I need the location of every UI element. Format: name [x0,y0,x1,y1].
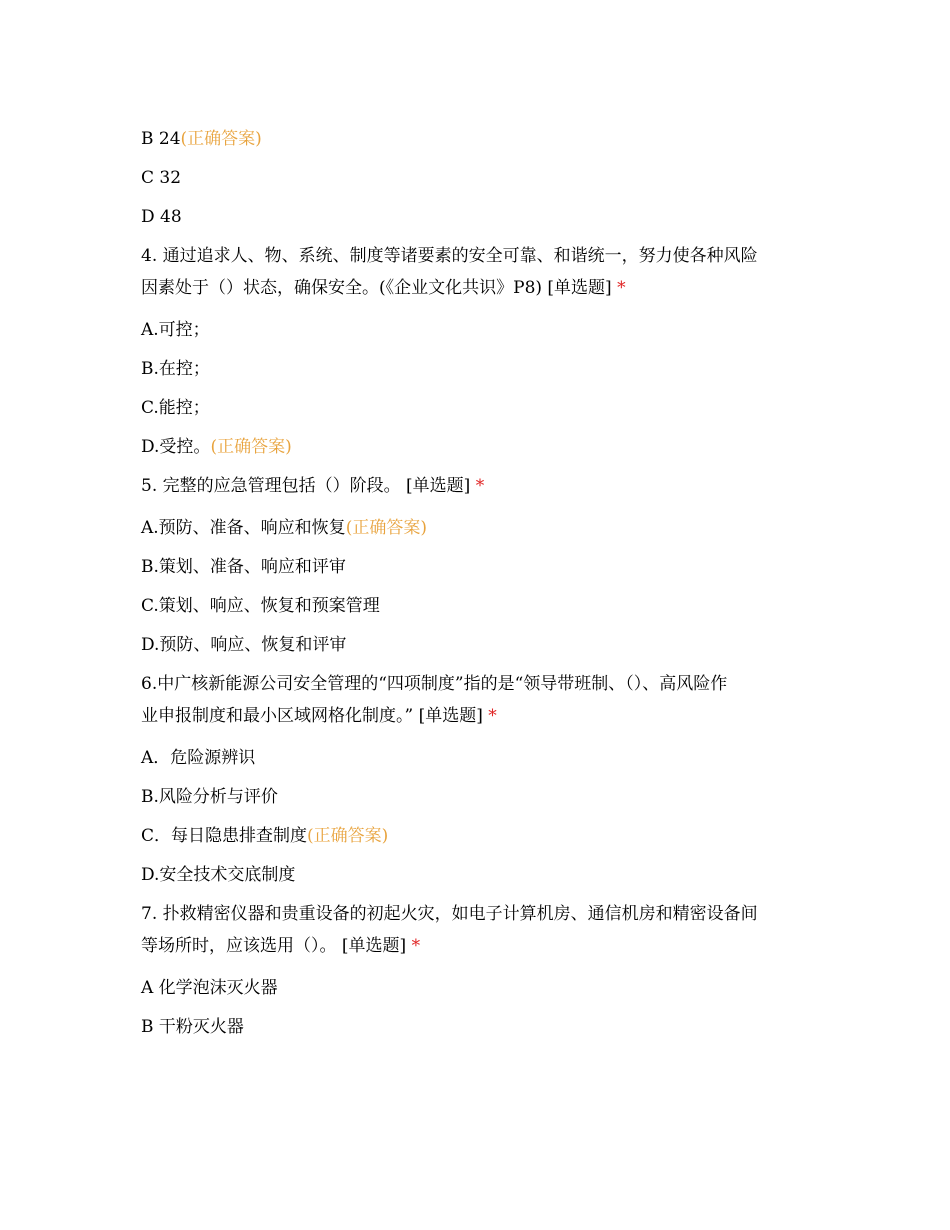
question-text-line: 5. 完整的应急管理包括（）阶段。 [单选题] * [141,476,485,496]
correct-answer-mark: (正确答案) [307,826,389,846]
question-text-line: 4. 通过追求人、物、系统、制度等诸要素的安全可靠、和谐统一，努力使各种风险 [141,246,758,266]
option-line [141,548,821,587]
option-line [141,739,821,778]
option-line [141,389,821,428]
option-text: B 干粉灭火器 [141,1017,244,1037]
option-text: B 24 [141,129,181,149]
option-text: D.受控。 [141,437,211,457]
question-text-line: 因素处于（）状态，确保安全。(《企业文化共识》P8) [单选题] * [141,278,626,298]
option-text: C 32 [141,168,182,188]
required-mark: * [617,278,626,298]
option-text: C.能控； [141,398,210,418]
option-line [141,626,821,665]
correct-answer-mark: (正确答案) [180,129,262,149]
question-text-line: 等场所时，应该选用（）。 [单选题] * [141,936,421,956]
option-line [141,198,821,237]
question-5 [141,470,821,502]
option-text: B.在控； [141,359,210,379]
option-text: D.预防、响应、恢复和评审 [141,635,347,655]
question-text-line: 6.中广核新能源公司安全管理的“四项制度”指的是“领导带班制、（）、高风险作 [141,674,728,694]
option-text: B.风险分析与评价 [141,787,278,807]
option-line [141,159,821,198]
correct-answer-mark: (正确答案) [210,437,292,457]
option-text: D 48 [141,207,182,227]
required-mark: * [411,936,421,956]
option-line [141,587,821,626]
question-6 [141,668,821,732]
option-text: A.可控； [141,320,210,340]
option-line [141,350,821,389]
correct-answer-mark: (正确答案) [345,518,427,538]
option-line [141,311,821,350]
option-line [141,509,821,548]
question-text-line: 7. 扑救精密仪器和贵重设备的初起火灾，如电子计算机房、通信机房和精密设备间 [141,904,758,924]
option-line [141,120,821,159]
option-text: A．危险源辨识 [141,748,256,768]
option-line [141,817,821,856]
option-text: C.策划、响应、恢复和预案管理 [141,596,380,616]
option-text: A.预防、准备、响应和恢复 [141,518,346,538]
option-text: D.安全技术交底制度 [141,865,296,885]
question-7 [141,898,821,962]
option-line [141,428,821,467]
required-mark: * [488,706,497,726]
option-line [141,969,821,1008]
option-text: C．每日隐患排查制度 [141,826,308,846]
required-mark: * [475,476,485,496]
option-line [141,778,821,817]
option-line [141,856,821,895]
option-text: B.策划、准备、响应和评审 [141,557,346,577]
option-line [141,1008,821,1047]
question-4 [141,240,821,304]
option-text: A 化学泡沫灭火器 [141,978,278,998]
document-body [141,120,821,1047]
question-text-line: 业申报制度和最小区域网格化制度。” [单选题] * [141,706,497,726]
